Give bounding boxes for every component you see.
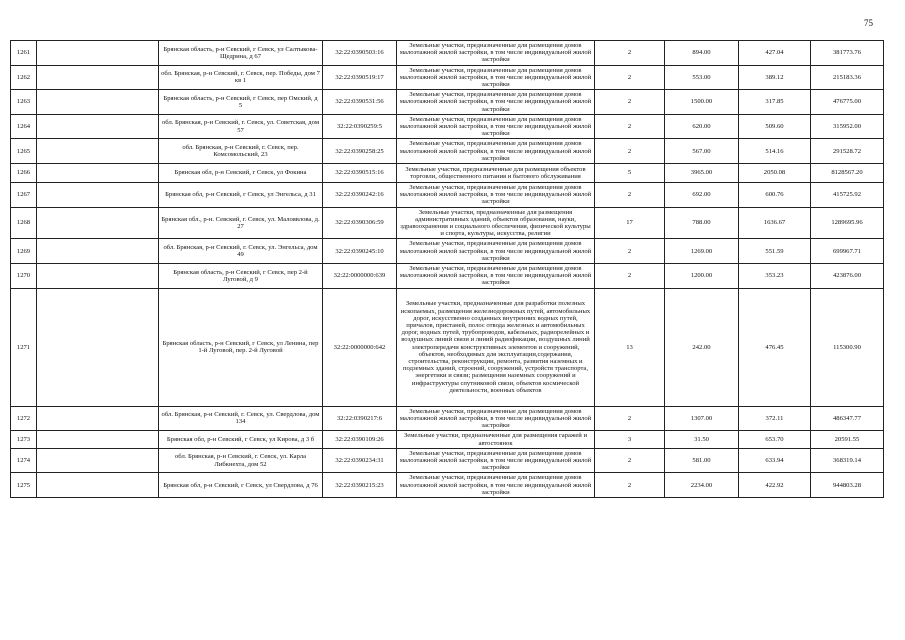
table-row <box>11 288 884 406</box>
cadastral-value-table <box>10 40 884 498</box>
cadastral-number-cell: 32:22:0390258:25 <box>323 139 397 164</box>
cadastral-value-cell: 944803.28 <box>811 473 884 498</box>
area-cell: 1500.00 <box>665 90 739 115</box>
land-use-cell: Земельные участки, предназначенные для размещения домов малоэтажной жилой застройки, в том числе индивидуальной жилой застройки <box>397 406 595 431</box>
use-code-cell: 2 <box>595 473 665 498</box>
address-cell: обл. Брянская, р-н Севский, г. Севск, ул. Энгельса, дом 49 <box>159 239 323 264</box>
specific-value-cell: 372.11 <box>739 406 811 431</box>
address-cell: Брянская область, р-н Севский, г Севск, ул Ленина, пер 1-й Луговой, пер. 2-й Луговой <box>159 288 323 406</box>
row-number: 1275 <box>11 473 37 498</box>
use-code-cell: 3 <box>595 431 665 448</box>
address-cell: обл. Брянская, р-н Севский, г. Севск, пер. Комсомольский, 23 <box>159 139 323 164</box>
table-row <box>11 90 884 115</box>
address-cell: Брянская обл, р-н Севский, г Севск, ул Энгельса, д 31 <box>159 183 323 208</box>
area-cell: 692.00 <box>665 183 739 208</box>
cadastral-value-cell: 368319.14 <box>811 448 884 473</box>
area-cell: 1307.00 <box>665 406 739 431</box>
cadastral-value-cell: 476775.00 <box>811 90 884 115</box>
area-cell: 788.00 <box>665 207 739 239</box>
address-cell: обл. Брянская, р-н Севский, г. Севск, ул. Карла Либкнехта, дом 52 <box>159 448 323 473</box>
cadastral-number-cell: 32:22:0000000:639 <box>323 264 397 289</box>
address-cell: Брянская область, р-н Севский, г Севск, пер Омский, д 5 <box>159 90 323 115</box>
cadastral-number-cell: 32:22:0390531:56 <box>323 90 397 115</box>
row-number: 1271 <box>11 288 37 406</box>
use-code-cell: 2 <box>595 114 665 139</box>
specific-value-cell: 653.70 <box>739 431 811 448</box>
land-use-cell: Земельные участки, предназначенные для размещения домов малоэтажной жилой застройки, в том числе индивидуальной жилой застройки <box>397 90 595 115</box>
area-cell: 3965.00 <box>665 164 739 183</box>
address-cell: обл. Брянская, р-н Севский, г. Севск, пер. Победы, дом 7 кв 1 <box>159 65 323 90</box>
cadastral-value-cell: 423876.00 <box>811 264 884 289</box>
empty-cell <box>37 41 159 66</box>
use-code-cell: 17 <box>595 207 665 239</box>
cadastral-value-cell: 20591.55 <box>811 431 884 448</box>
address-cell: обл. Брянская, р-н Севский, г. Севск, ул. Советская, дом 57 <box>159 114 323 139</box>
row-number: 1269 <box>11 239 37 264</box>
cadastral-value-cell: 415725.92 <box>811 183 884 208</box>
cadastral-value-cell: 381773.76 <box>811 41 884 66</box>
cadastral-number-cell: 32:22:0390234:31 <box>323 448 397 473</box>
row-number: 1261 <box>11 41 37 66</box>
specific-value-cell: 600.76 <box>739 183 811 208</box>
row-number: 1263 <box>11 90 37 115</box>
area-cell: 567.00 <box>665 139 739 164</box>
address-cell: Брянская обл, р-н Севский, г Севск, ул Кирова, д 3 б <box>159 431 323 448</box>
area-cell: 31.50 <box>665 431 739 448</box>
table-row <box>11 448 884 473</box>
land-use-cell: Земельные участки, предназначенные для размещения домов малоэтажной жилой застройки, в том числе индивидуальной жилой застройки <box>397 239 595 264</box>
row-number: 1262 <box>11 65 37 90</box>
use-code-cell: 2 <box>595 448 665 473</box>
cadastral-number-cell: 32:22:0390306:59 <box>323 207 397 239</box>
cadastral-number-cell: 32:22:0000000:642 <box>323 288 397 406</box>
area-cell: 581.00 <box>665 448 739 473</box>
specific-value-cell: 1636.67 <box>739 207 811 239</box>
specific-value-cell: 317.85 <box>739 90 811 115</box>
land-use-cell: Земельные участки, предназначенные для размещения административных зданий, объектов образования, науки, здравоохранения и социального обеспечения, физической культуры и спорта, культуры, искусства, религии <box>397 207 595 239</box>
use-code-cell: 2 <box>595 183 665 208</box>
empty-cell <box>37 183 159 208</box>
table-row <box>11 65 884 90</box>
area-cell: 2234.00 <box>665 473 739 498</box>
land-use-cell: Земельные участки, предназначенные для размещения домов малоэтажной жилой застройки, в том числе индивидуальной жилой застройки <box>397 183 595 208</box>
specific-value-cell: 514.16 <box>739 139 811 164</box>
area-cell: 620.00 <box>665 114 739 139</box>
empty-cell <box>37 431 159 448</box>
land-use-cell: Земельные участки, предназначенные для размещения домов малоэтажной жилой застройки, в том числе индивидуальной жилой застройки <box>397 65 595 90</box>
row-number: 1264 <box>11 114 37 139</box>
table-row <box>11 473 884 498</box>
table-row <box>11 264 884 289</box>
row-number: 1273 <box>11 431 37 448</box>
cadastral-number-cell: 32:22:0390519:17 <box>323 65 397 90</box>
empty-cell <box>37 406 159 431</box>
area-cell: 894.00 <box>665 41 739 66</box>
cadastral-number-cell: 32:22:0390215:23 <box>323 473 397 498</box>
use-code-cell: 2 <box>595 65 665 90</box>
cadastral-number-cell: 32:22:0390217:6 <box>323 406 397 431</box>
area-cell: 1200.00 <box>665 264 739 289</box>
table-row <box>11 207 884 239</box>
row-number: 1270 <box>11 264 37 289</box>
area-cell: 553.00 <box>665 65 739 90</box>
table-row <box>11 139 884 164</box>
cadastral-value-cell: 291528.72 <box>811 139 884 164</box>
empty-cell <box>37 164 159 183</box>
empty-cell <box>37 90 159 115</box>
use-code-cell: 2 <box>595 239 665 264</box>
cadastral-value-cell: 115300.90 <box>811 288 884 406</box>
empty-cell <box>37 239 159 264</box>
specific-value-cell: 389.12 <box>739 65 811 90</box>
land-use-cell: Земельные участки, предназначенные для размещения гаражей и автостоянок <box>397 431 595 448</box>
land-use-cell: Земельные участки, предназначенные для разработки полезных ископаемых, размещения железнодорожных путей, автомобильных дорог, искусственно созданных внутренних водных путей, причалов, пристаней, полос отвода железных и автомобильных дорог, водных путей, трубопроводов, кабельных, радиорелейных и воздушных линий связи и линий радиофикации, воздушных линий электропередачи конструктивных элементов и сооружений, объектов, необходимых для эксплуатации,содержания, строительства, реконструкции, ремонта, развития наземных и подземных зданий, строений, сооружений, устройств транспорта, энергетики и связи; размещения наземных сооружений и инфраструктуры спутниковой связи, объектов космической деятельности, военных объектов <box>397 288 595 406</box>
table-row <box>11 183 884 208</box>
row-number: 1266 <box>11 164 37 183</box>
cadastral-value-cell: 486347.77 <box>811 406 884 431</box>
table-row <box>11 114 884 139</box>
empty-cell <box>37 65 159 90</box>
cadastral-value-cell: 315952.00 <box>811 114 884 139</box>
table-row <box>11 239 884 264</box>
row-number: 1268 <box>11 207 37 239</box>
empty-cell <box>37 264 159 289</box>
cadastral-number-cell: 32:22:0390503:16 <box>323 41 397 66</box>
use-code-cell: 5 <box>595 164 665 183</box>
page-number: 75 <box>864 18 873 28</box>
use-code-cell: 2 <box>595 41 665 66</box>
land-use-cell: Земельные участки, предназначенные для размещения домов малоэтажной жилой застройки, в том числе индивидуальной жилой застройки <box>397 114 595 139</box>
land-use-cell: Земельные участки, предназначенные для размещения домов малоэтажной жилой застройки, в том числе индивидуальной жилой застройки <box>397 139 595 164</box>
table-row <box>11 431 884 448</box>
specific-value-cell: 633.94 <box>739 448 811 473</box>
cadastral-number-cell: 32:22:0390515:16 <box>323 164 397 183</box>
row-number: 1272 <box>11 406 37 431</box>
area-cell: 1269.00 <box>665 239 739 264</box>
address-cell: Брянская область, р-н Севский, г Севск, пер 2-й Луговой, д 9 <box>159 264 323 289</box>
specific-value-cell: 551.59 <box>739 239 811 264</box>
use-code-cell: 2 <box>595 90 665 115</box>
empty-cell <box>37 114 159 139</box>
use-code-cell: 2 <box>595 406 665 431</box>
row-number: 1274 <box>11 448 37 473</box>
land-use-cell: Земельные участки, предназначенные для размещения домов малоэтажной жилой застройки, в том числе индивидуальной жилой застройки <box>397 264 595 289</box>
empty-cell <box>37 139 159 164</box>
cadastral-number-cell: 32:22:0390109:26 <box>323 431 397 448</box>
empty-cell <box>37 473 159 498</box>
land-use-cell: Земельные участки, предназначенные для размещения домов малоэтажной жилой застройки, в том числе индивидуальной жилой застройки <box>397 473 595 498</box>
row-number: 1265 <box>11 139 37 164</box>
address-cell: Брянская обл, р-н Севский, г Севск, ул Фокина <box>159 164 323 183</box>
cadastral-value-cell: 699967.71 <box>811 239 884 264</box>
empty-cell <box>37 207 159 239</box>
table-row <box>11 41 884 66</box>
cadastral-value-cell: 1289695.96 <box>811 207 884 239</box>
address-cell: Брянская обл, р-н Севский, г Севск, ул Свердлова, д 76 <box>159 473 323 498</box>
address-cell: обл. Брянская, р-н Севский, г. Севск, ул. Свердлова, дом 134 <box>159 406 323 431</box>
specific-value-cell: 509.60 <box>739 114 811 139</box>
specific-value-cell: 422.92 <box>739 473 811 498</box>
specific-value-cell: 427.04 <box>739 41 811 66</box>
address-cell: Брянская область, р-н Севский, г Севск, ул Салтыкова-Щедрина, д 67 <box>159 41 323 66</box>
use-code-cell: 2 <box>595 139 665 164</box>
empty-cell <box>37 288 159 406</box>
address-cell: Брянская обл., р-н. Севский, г. Севск, ул. Малоявлова, д. 27 <box>159 207 323 239</box>
use-code-cell: 13 <box>595 288 665 406</box>
cadastral-value-cell: 215183.36 <box>811 65 884 90</box>
specific-value-cell: 2050.08 <box>739 164 811 183</box>
cadastral-number-cell: 32:22:0390242:16 <box>323 183 397 208</box>
cadastral-number-cell: 32:22:0390245:10 <box>323 239 397 264</box>
area-cell: 242.00 <box>665 288 739 406</box>
specific-value-cell: 476.45 <box>739 288 811 406</box>
specific-value-cell: 353.23 <box>739 264 811 289</box>
cadastral-value-cell: 8128567.20 <box>811 164 884 183</box>
land-use-cell: Земельные участки, предназначенные для размещения объектов торговли, общественного питания и бытового обслуживания <box>397 164 595 183</box>
cadastral-number-cell: 32:22:0390259:5 <box>323 114 397 139</box>
row-number: 1267 <box>11 183 37 208</box>
use-code-cell: 2 <box>595 264 665 289</box>
empty-cell <box>37 448 159 473</box>
table-body <box>11 41 884 498</box>
land-use-cell: Земельные участки, предназначенные для размещения домов малоэтажной жилой застройки, в том числе индивидуальной жилой застройки <box>397 448 595 473</box>
table-row <box>11 406 884 431</box>
table-row <box>11 164 884 183</box>
land-use-cell: Земельные участки, предназначенные для размещения домов малоэтажной жилой застройки, в том числе индивидуальной жилой застройки <box>397 41 595 66</box>
